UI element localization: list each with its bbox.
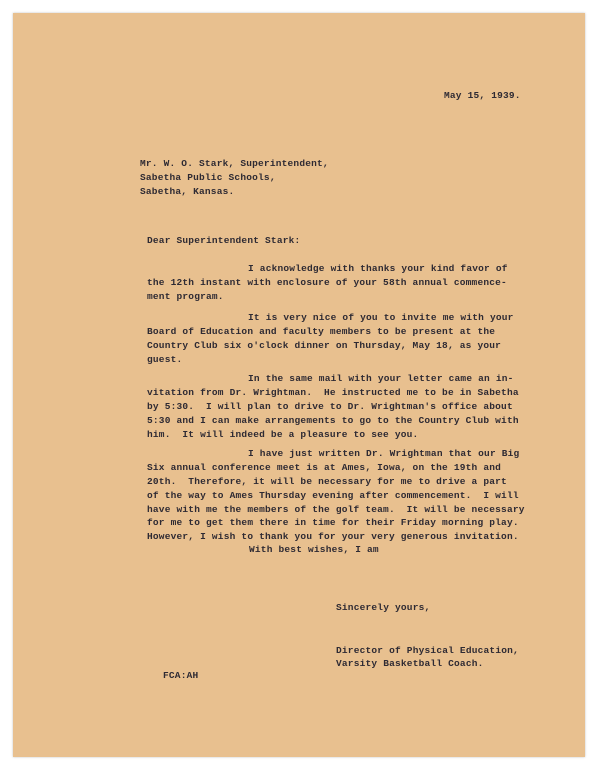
letter-date: May 15, 1939. [444, 90, 521, 101]
paragraph-line: Board of Education and faculty members to be present at the [147, 325, 496, 337]
paragraph-line: Six annual conference meet is at Ames, Iowa, on the 19th and [147, 461, 502, 473]
paragraph-line: him. It will indeed be a pleasure to see you. [147, 428, 419, 440]
recipient-line: Sabetha, Kansas. [140, 186, 235, 197]
paragraph-line: for me to get them there in time for their Friday morning play. [147, 517, 519, 529]
letter-page [13, 13, 585, 757]
paragraph-line: Country Club six o'clock dinner on Thursday, May 18, as your [147, 339, 502, 351]
signature-title: Varsity Basketball Coach. [336, 658, 484, 669]
paragraph-line: vitation from Dr. Wrightman. He instructed me to be in Sabetha [147, 386, 519, 398]
paragraph-line: guest. [147, 353, 183, 365]
paragraph-line: of the way to Ames Thursday evening after commencement. I will [147, 489, 519, 501]
reference-initials: FCA:AH [163, 670, 199, 681]
paragraph-line: It is very nice of you to invite me with your [248, 312, 514, 323]
recipient-line: Sabetha Public Schools, [140, 172, 276, 183]
paragraph-line: However, I wish to thank you for your very generous invitation. [147, 531, 519, 543]
letter-paragraph [147, 372, 557, 441]
paragraph-line: I have just written Dr. Wrightman that our Big [248, 448, 520, 459]
paragraph-line: I acknowledge with thanks your kind favor of [248, 263, 508, 274]
complimentary-close: Sincerely yours, [336, 602, 431, 613]
paragraph-line: 5:30 and I can make arrangements to go to the Country Club with [147, 414, 519, 426]
paragraph-line: ment program. [147, 290, 224, 302]
letter-paragraph [147, 447, 557, 544]
paragraph-line: the 12th instant with enclosure of your 58th annual commence- [147, 276, 507, 288]
paragraph-line: In the same mail with your letter came an in- [248, 373, 514, 384]
paragraph-line: 20th. Therefore, it will be necessary for me to drive a part [147, 475, 507, 487]
closing-line: With best wishes, I am [249, 544, 379, 555]
paragraph-line: have with me the members of the golf team. It will be necessary [147, 503, 525, 515]
signature-title: Director of Physical Education, [336, 645, 519, 656]
recipient-line: Mr. W. O. Stark, Superintendent, [140, 158, 329, 169]
salutation: Dear Superintendent Stark: [147, 235, 301, 246]
letter-paragraph [147, 311, 557, 367]
paragraph-line: by 5:30. I will plan to drive to Dr. Wrightman's office about [147, 400, 513, 412]
letter-paragraph [147, 262, 557, 304]
